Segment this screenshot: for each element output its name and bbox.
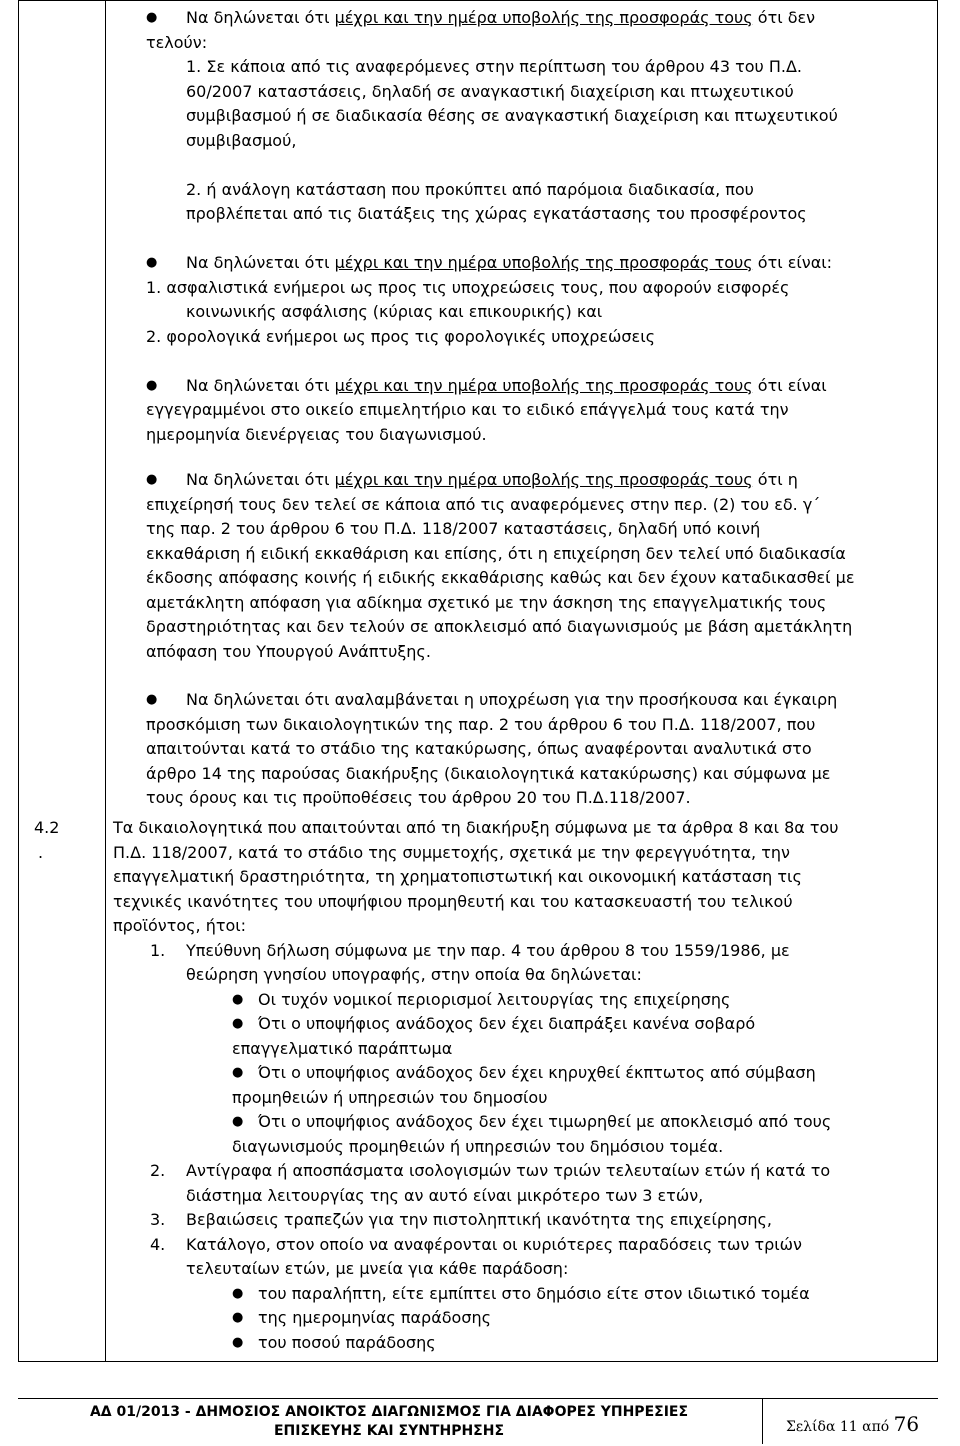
s5-l1: Να δηλώνεται ότι αναλαμβάνεται η υποχρέωση για την προσήκουσα και έγκαιρη [186, 690, 838, 709]
bullet: ● [146, 255, 158, 270]
s4-l5: έκδοσης απόφασης κοινής ή ειδικής εκκαθάρισης καθώς και δεν έχουν καταδικασθεί με [146, 568, 855, 587]
bullet: ● [146, 692, 158, 707]
footer-title-l1: ΑΔ 01/2013 - ΔΗΜΟΣΙΟΣ ΑΝΟΙΚΤΟΣ ΔΙΑΓΩΝΙΣΜΟΣ ΓΙΑ ΔΙΑΦΟΡΕΣ ΥΠΗΡΕΣΙΕΣ [89, 1404, 689, 1420]
bullet: ● [232, 1065, 244, 1080]
s2-intro: Να δηλώνεται ότι μέχρι και την ημέρα υποβολής της προσφοράς τους ότι είναι: [186, 253, 833, 272]
c3: του ποσού παράδοσης [258, 1333, 436, 1352]
s1-item2: 2. ή ανάλογη κατάσταση που προκύπτει από παρόμοια διαδικασία, που [186, 180, 754, 199]
s3-l1: Να δηλώνεται ότι μέχρι και την ημέρα υποβολής της προσφοράς τους ότι είναι [186, 376, 827, 395]
n3-l1: Βεβαιώσεις τραπεζών για την πιστοληπτική ικανότητα της επιχείρησης, [186, 1210, 772, 1229]
s4-l2: επιχείρησή τους δεν τελεί σε κάποια από τις αναφερόμενες στην περ. (2) του εδ. γ΄ [146, 495, 821, 514]
s4-l3: της παρ. 2 του άρθρου 6 του Π.Δ. 118/2007 καταστάσεις, δηλαδή υπό κοινή [146, 519, 761, 538]
s5-l5: τους όρους και τις προϋποθέσεις του άρθρου 20 του Π.Δ.118/2007. [146, 788, 691, 807]
s2-item2: 2. φορολογικά ενήμεροι ως προς τις φορολογικές υποχρεώσεις [146, 327, 655, 346]
s4-l6: αμετάκλητη απόφαση για αδίκημα σχετικό με την άσκηση της επαγγελματικής τους [146, 593, 827, 612]
s5-l4: άρθρο 14 της παρούσας διακήρυξης (δικαιολογητικά κατακύρωσης) και σύμφωνα με [146, 764, 831, 783]
n1-l2: θεώρηση γνησίου υπογραφής, στην οποία θα δηλώνεται: [186, 965, 642, 984]
section-number-dot: . [38, 843, 44, 862]
s1-intro-l2: τελούν: [146, 33, 208, 52]
s4-l7: δραστηριότητας και δεν τελούν σε αποκλεισμό από διαγωνισμούς με βάση αμετάκλητη [146, 617, 853, 636]
s42-l5: προϊόντος, ήτοι: [113, 916, 247, 935]
s5-l2: προσκόμιση των δικαιολογητικών της παρ. 2 του άρθρου 6 του Π.Δ. 118/2007, που [146, 715, 816, 734]
s42-l2: Π.Δ. 118/2007, κατά το στάδιο της συμμετοχής, σχετικά με την φερεγγυότητα, την [113, 843, 790, 862]
s2-item1-l2: κοινωνικής ασφάλισης (κύριας και επικουρικής) και [186, 302, 603, 321]
b2-l1: Ότι ο υποψήφιος ανάδοχος δεν έχει διαπράξει κανένα σοβαρό [258, 1014, 756, 1033]
s2-item1: 1. ασφαλιστικά ενήμεροι ως προς τις υποχρεώσεις τους, που αφορούν εισφορές [146, 278, 790, 297]
s42-l4: τεχνικές ικανότητες του υποψήφιου προμηθευτή και του κατασκευαστή του τελικού [113, 892, 793, 911]
b4-l1: Ότι ο υποψήφιος ανάδοχος δεν έχει τιμωρηθεί με αποκλεισμό από τους [258, 1112, 832, 1131]
n4-l2: τελευταίων ετών, με μνεία για κάθε παράδοση: [186, 1259, 569, 1278]
s1-item1: 1. Σε κάποια από τις αναφερόμενες στην περίπτωση του άρθρου 43 του Π.Δ. [186, 57, 803, 76]
footer-rule [18, 1398, 938, 1399]
c2: της ημερομηνίας παράδοσης [258, 1308, 491, 1327]
s1-item1-l3: συμβιβασμού ή σε διαδικασία θέσης σε αναγκαστική διαχείριση και πτωχευτικού [186, 106, 838, 125]
n4-l1: Κατάλογο, στον οποίο να αναφέρονται οι κυριότερες παραδόσεις των τριών [186, 1235, 802, 1254]
s4-l1: Να δηλώνεται ότι μέχρι και την ημέρα υποβολής της προσφοράς τους ότι η [186, 470, 798, 489]
b4-l2: διαγωνισμούς προμηθειών ή υπηρεσιών του δημόσιου τομέα. [232, 1137, 724, 1156]
list-number: 3. [150, 1210, 166, 1229]
s42-l3: επαγγελματική δραστηριότητα, τη χρηματοπιστωτική και οικονομική κατάσταση τις [113, 867, 802, 886]
bullet: ● [232, 1114, 244, 1129]
b2-l2: επαγγελματικό παράπτωμα [232, 1039, 453, 1058]
section-number: 4.2 [34, 818, 60, 837]
s42-l1: Τα δικαιολογητικά που απαιτούνται από τη διακήρυξη σύμφωνα με τα άρθρα 8 και 8α του [113, 818, 839, 837]
footer-divider [762, 1398, 763, 1444]
n1-l1: Υπεύθυνη δήλωση σύμφωνα με την παρ. 4 του άρθρου 8 του 1559/1986, με [186, 941, 790, 960]
bullet: ● [146, 10, 158, 25]
bullet: ● [232, 1310, 244, 1325]
s1-item1-l2: 60/2007 καταστάσεις, δηλαδή σε αναγκαστική διαχείριση και πτωχευτικού [186, 82, 794, 101]
list-number: 2. [150, 1161, 166, 1180]
b3-l1: Ότι ο υποψήφιος ανάδοχος δεν έχει κηρυχθεί έκπτωτος από σύμβαση [258, 1063, 816, 1082]
page-number [786, 1412, 919, 1436]
n2-l2: διάστημα λειτουργίας της αν αυτό είναι μικρότερο των 3 ετών, [186, 1186, 704, 1205]
s1-item1-l4: συμβιβασμού, [186, 131, 297, 150]
s3-l2: εγγεγραμμένοι στο οικείο επιμελητήριο και το ειδικό επάγγελμά τους κατά την [146, 400, 789, 419]
footer-title [24, 1403, 754, 1441]
page-total: 76 [893, 1412, 920, 1436]
n2-l1: Αντίγραφα ή αποσπάσματα ισολογισμών των τριών τελευταίων ετών ή κατά το [186, 1161, 831, 1180]
list-number: 1. [150, 941, 166, 960]
s1-intro: Να δηλώνεται ότι μέχρι και την ημέρα υποβολής της προσφοράς τους ότι δεν [186, 8, 816, 27]
bullet: ● [232, 1335, 244, 1350]
c1: του παραλήπτη, είτε εμπίπτει στο δημόσιο είτε στον ιδιωτικό τομέα [258, 1284, 810, 1303]
s5-l3: απαιτούνται κατά το στάδιο της κατακύρωσης, όπως αναφέρονται αναλυτικά στο [146, 739, 812, 758]
list-number: 4. [150, 1235, 166, 1254]
bullet: ● [232, 1286, 244, 1301]
bullet: ● [146, 472, 158, 487]
s4-l8: απόφαση του Υπουργού Ανάπτυξης. [146, 642, 431, 661]
s1-item2-l2: προβλέπεται από τις διατάξεις της χώρας εγκατάστασης του προσφέροντος [186, 204, 807, 223]
footer-title-l2: ΕΠΙΣΚΕΥΗΣ ΚΑΙ ΣΥΝΤΗΡΗΣΗΣ [273, 1423, 505, 1439]
bullet: ● [146, 378, 158, 393]
bullet: ● [232, 1016, 244, 1031]
s4-l4: εκκαθάριση ή ειδική εκκαθάριση και επίσης, ότι η επιχείρηση δεν τελεί υπό διαδικασία [146, 544, 846, 563]
table-column-divider [105, 0, 106, 1362]
s3-l3: ημερομηνία διενέργειας του διαγωνισμού. [146, 425, 487, 444]
b3-l2: προμηθειών ή υπηρεσιών του δημοσίου [232, 1088, 548, 1107]
bullet: ● [232, 992, 244, 1007]
page-label: Σελίδα 11 από [786, 1419, 890, 1435]
b1: Οι τυχόν νομικοί περιορισμοί λειτουργίας της επιχείρησης [258, 990, 731, 1009]
